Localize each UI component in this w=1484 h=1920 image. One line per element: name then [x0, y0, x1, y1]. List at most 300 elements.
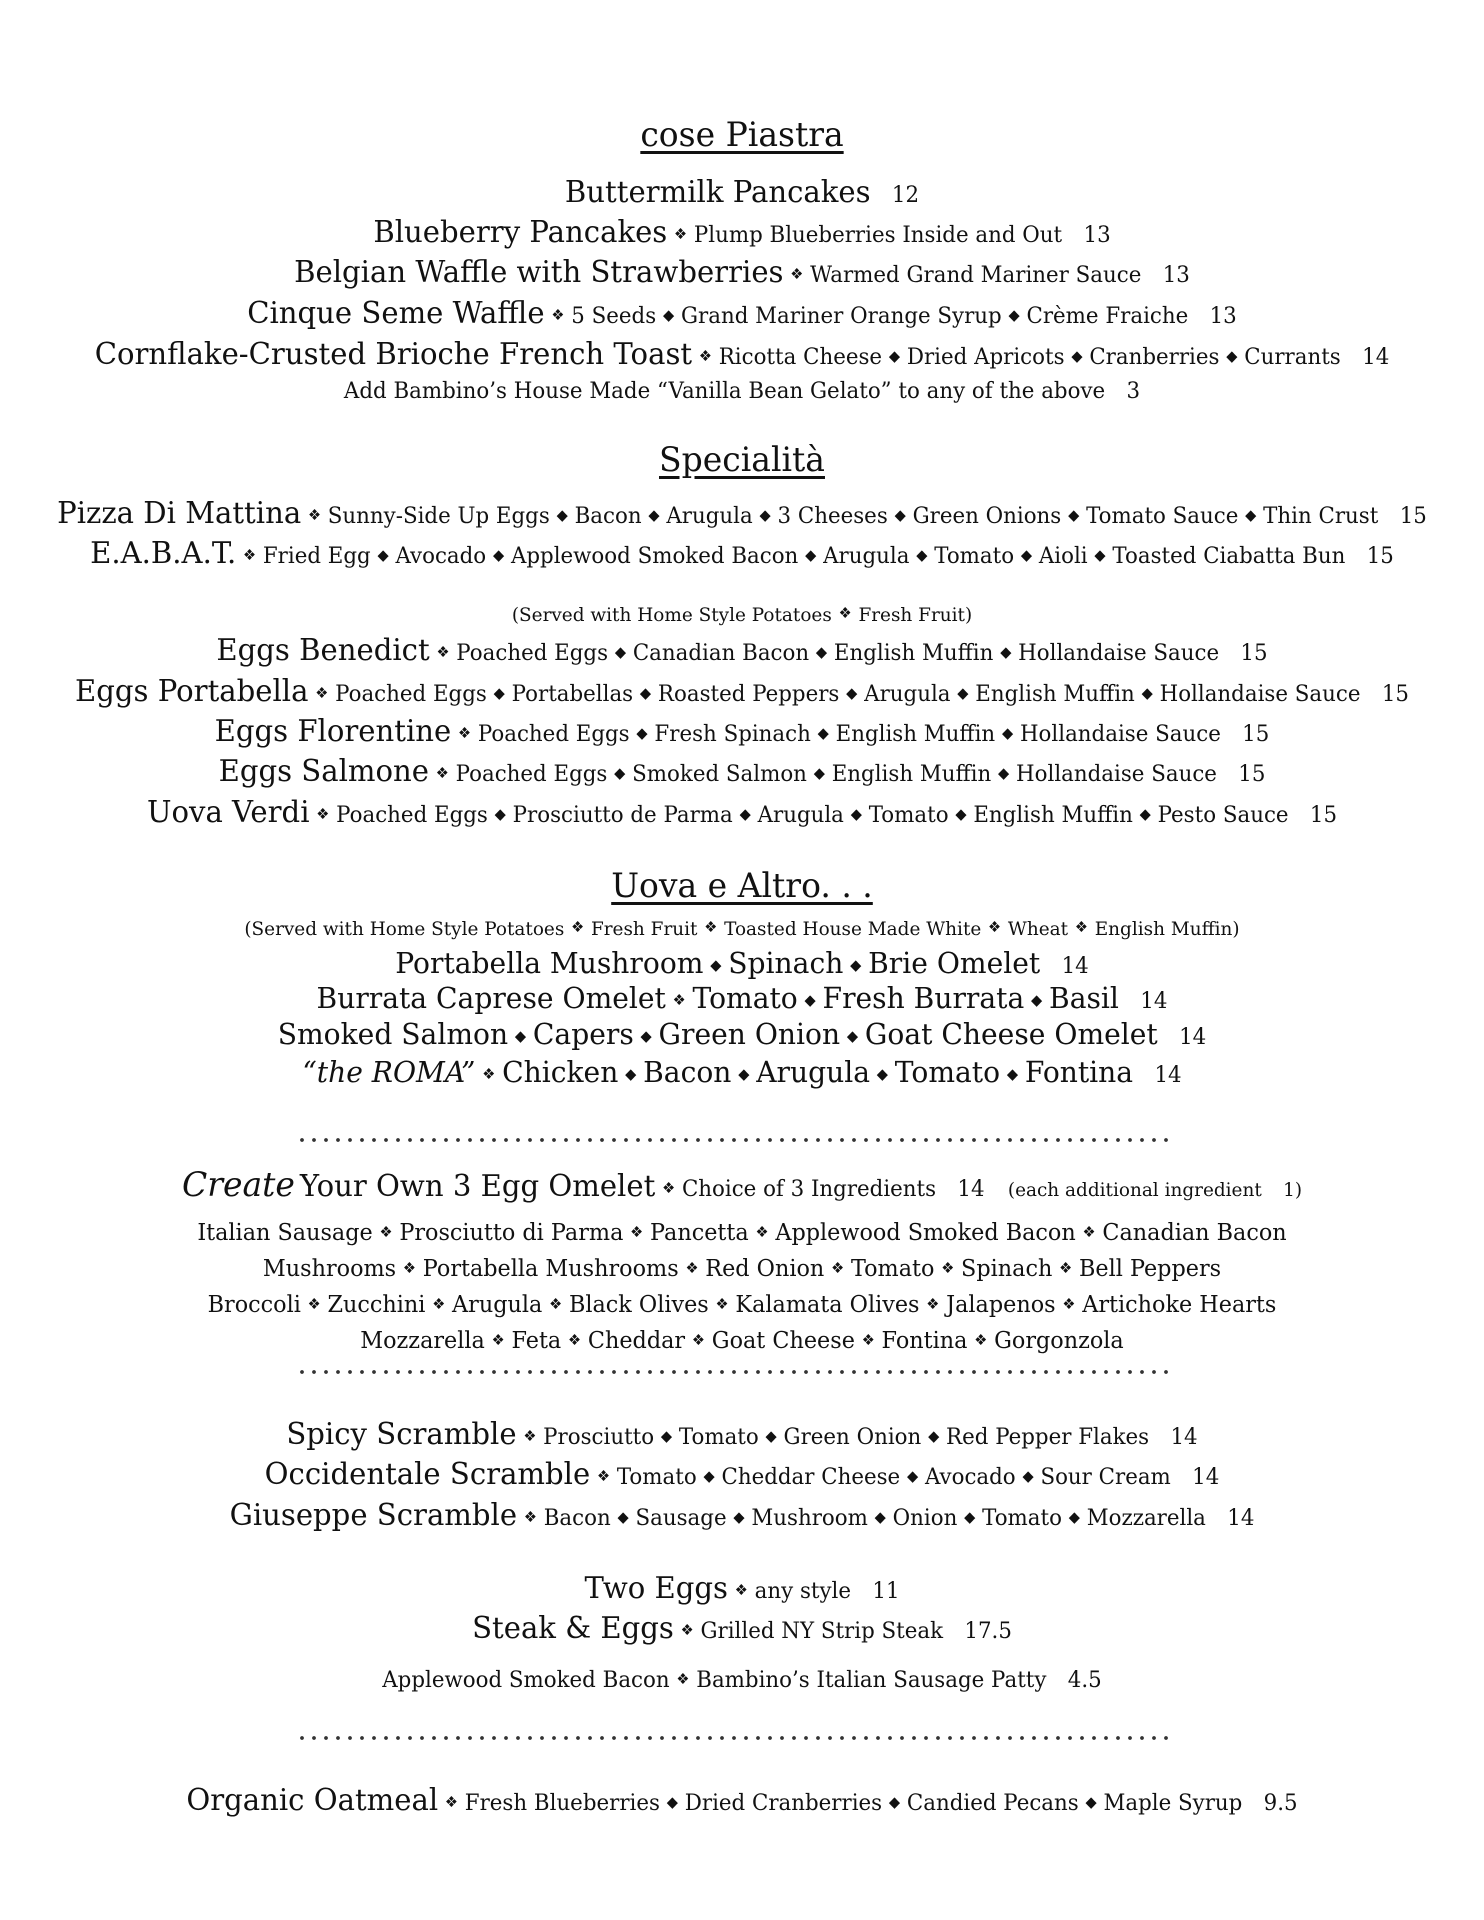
- bullet-icon: ◆: [1022, 1467, 1034, 1485]
- item-desc: Sunny-Side Up Eggs: [327, 504, 550, 529]
- bullet-icon: ❖: [523, 1508, 537, 1526]
- item-price: 14: [1061, 954, 1089, 979]
- bullet-icon: ◆: [377, 546, 389, 564]
- bullet-icon: ❖: [551, 306, 565, 324]
- item-desc: Currants: [1244, 345, 1341, 370]
- bullet-icon: ◆: [876, 1065, 889, 1083]
- item-desc: Sausage: [635, 1506, 727, 1531]
- item-desc: Sour Cream: [1040, 1465, 1171, 1490]
- item-name: Buttermilk Pancakes: [564, 175, 871, 210]
- bullet-icon: ◆: [765, 1427, 777, 1445]
- bullet-icon: ◆: [916, 546, 928, 564]
- bullet-icon: ❖: [571, 918, 585, 936]
- item-name: Fresh Burrata: [822, 981, 1025, 1015]
- bullet-icon: ❖: [1062, 1295, 1076, 1313]
- bullet-icon: ◆: [1008, 306, 1020, 324]
- bullet-icon: ◆: [874, 1508, 886, 1526]
- note-text: (Served with Home Style Potatoes: [244, 918, 565, 940]
- item-desc: Tomato: [616, 1465, 697, 1490]
- note-price: 3: [1126, 379, 1141, 404]
- bullet-icon: ❖: [680, 1621, 694, 1639]
- bullet-icon: ◆: [850, 805, 862, 823]
- item-desc: Tomato: [934, 544, 1015, 569]
- item-desc: Candied Pecans: [906, 1791, 1079, 1816]
- item-desc: Grilled NY Strip Steak: [700, 1619, 944, 1644]
- bullet-icon: ◆: [846, 1027, 859, 1045]
- item-price: 11: [872, 1579, 900, 1604]
- item-desc: Tomato: [982, 1506, 1062, 1531]
- bullet-icon: ❖: [926, 1295, 940, 1313]
- bullet-icon: ❖: [715, 1295, 729, 1313]
- ingredient: Fontina: [881, 1328, 968, 1354]
- bullet-icon: ❖: [491, 1331, 505, 1349]
- menu-note: [22, 381, 1462, 403]
- bullet-icon: ❖: [676, 1670, 690, 1688]
- bullet-icon: ❖: [672, 991, 686, 1009]
- item-name: Giuseppe Scramble: [229, 1498, 518, 1533]
- item-name: E.A.B.A.T.: [90, 536, 237, 571]
- item-price: 14: [1362, 345, 1390, 370]
- ingredient: Gorgonzola: [994, 1328, 1124, 1354]
- bullet-icon: ❖: [861, 1331, 875, 1349]
- item-name: Eggs Benedict: [216, 633, 430, 668]
- menu-item: [22, 255, 1462, 290]
- item-desc: Warmed Grand Mariner Sauce: [810, 263, 1142, 288]
- item-desc: Fresh Spinach: [654, 722, 811, 747]
- item-name: Fontina: [1024, 1055, 1134, 1089]
- bullet-icon: ◆: [1000, 643, 1012, 661]
- item-desc: English Muffin: [975, 682, 1135, 707]
- divider: [296, 1368, 1176, 1376]
- divider: [296, 1136, 1176, 1144]
- bullet-icon: ❖: [630, 1223, 644, 1241]
- bullet-icon: ❖: [1082, 1223, 1096, 1241]
- item-desc: Poached Eggs: [477, 722, 630, 747]
- note-text: English Muffin): [1094, 918, 1240, 940]
- bullet-icon: ◆: [710, 956, 722, 974]
- item-desc: Ricotta Cheese: [718, 345, 883, 370]
- ingredient: Broccoli: [207, 1292, 301, 1318]
- item-price: 9.5: [1263, 1791, 1298, 1816]
- item-desc: Plump Blueberries Inside and Out: [693, 223, 1063, 248]
- item-name: Chicken: [502, 1055, 619, 1089]
- side-price: 4.5: [1067, 1668, 1102, 1693]
- bullet-icon: ◆: [1068, 506, 1080, 524]
- ingredient-row: [22, 1294, 1462, 1317]
- item-desc: Avocado: [924, 1465, 1016, 1490]
- bullet-icon: ❖: [1059, 1259, 1073, 1277]
- item-desc: English Muffin: [835, 722, 996, 747]
- menu-item: [22, 1017, 1462, 1051]
- item-desc: Tomato: [678, 1425, 759, 1450]
- create-omelet-heading: [22, 1165, 1462, 1205]
- ingredient: Jalapenos: [946, 1292, 1056, 1318]
- item-desc: Red Pepper Flakes: [946, 1425, 1150, 1450]
- item-desc: Grand Mariner Orange Syrup: [680, 304, 1002, 329]
- bullet-icon: ❖: [402, 1259, 416, 1277]
- menu-item: [22, 714, 1462, 749]
- bullet-icon: ◆: [625, 1065, 637, 1083]
- item-desc: Green Onion: [783, 1425, 922, 1450]
- bullet-icon: ❖: [597, 1467, 611, 1485]
- item-desc: Toasted Ciabatta Bun: [1112, 544, 1346, 569]
- ingredient: Mozzarella: [360, 1328, 485, 1354]
- item-name: Eggs Portabella: [75, 674, 309, 709]
- bullet-icon: ❖: [307, 506, 322, 524]
- item-desc: Bacon: [574, 504, 642, 529]
- item-name: Burrata Caprese Omelet: [316, 981, 666, 1015]
- bullet-icon: ❖: [444, 1793, 458, 1811]
- item-desc: Pesto Sauce: [1157, 803, 1289, 828]
- note-text: Fresh Fruit): [858, 604, 973, 626]
- menu-item: [22, 296, 1462, 331]
- bullet-icon: ❖: [432, 1295, 446, 1313]
- item-name: Smoked Salmon: [277, 1017, 509, 1051]
- ingredient: Canadian Bacon: [1102, 1220, 1287, 1246]
- item-price: 15: [1240, 641, 1268, 666]
- item-name: Blueberry Pancakes: [373, 215, 668, 250]
- item-desc: Tomato: [868, 803, 949, 828]
- bullet-icon: ❖: [379, 1223, 393, 1241]
- item-desc: Fresh Blueberries: [464, 1791, 660, 1816]
- item-name: Capers: [532, 1017, 634, 1051]
- ingredient: Italian Sausage: [197, 1220, 373, 1246]
- item-name: Arugula: [756, 1055, 871, 1089]
- bullet-icon: ❖: [436, 643, 450, 661]
- ingredient: Spinach: [961, 1256, 1053, 1282]
- item-name: Portabella Mushroom: [395, 946, 704, 980]
- menu-item: [22, 1571, 1462, 1606]
- bullet-icon: ◆: [1068, 1508, 1080, 1526]
- menu-item: [22, 215, 1462, 250]
- item-desc: Choice of 3 Ingredients: [681, 1177, 937, 1202]
- item-desc: Green Onions: [912, 504, 1062, 529]
- item-desc: Poached Eggs: [335, 682, 487, 707]
- menu-item: [22, 1055, 1462, 1089]
- bullet-icon: ❖: [831, 1259, 845, 1277]
- create-script: Create: [181, 1165, 295, 1205]
- item-desc: Avocado: [395, 544, 487, 569]
- bullet-icon: ◆: [955, 805, 967, 823]
- item-desc: Tomato Sauce: [1086, 504, 1239, 529]
- ingredient: Black Olives: [568, 1292, 709, 1318]
- menu-item: [22, 1417, 1462, 1452]
- bullet-icon: ❖: [755, 1223, 769, 1241]
- ingredient-row: [22, 1330, 1462, 1353]
- item-name: “the ROMA”: [302, 1055, 476, 1089]
- item-desc: Crème Fraiche: [1026, 304, 1189, 329]
- bullet-icon: ◆: [1006, 1065, 1019, 1083]
- ingredient-row: [22, 1258, 1462, 1281]
- bullet-icon: ◆: [998, 764, 1010, 782]
- bullet-icon: ◆: [1226, 347, 1238, 365]
- bullet-icon: ❖: [704, 918, 718, 936]
- item-desc: Prosciutto: [543, 1425, 655, 1450]
- ingredient: Tomato: [850, 1256, 935, 1282]
- bullet-icon: ❖: [662, 1179, 676, 1197]
- ingredient: Kalamata Olives: [735, 1292, 920, 1318]
- item-desc: Hollandaise Sauce: [1016, 762, 1217, 787]
- bullet-icon: ❖: [790, 265, 804, 283]
- item-name: Spicy Scramble: [286, 1417, 517, 1452]
- bullet-icon: ◆: [492, 546, 505, 564]
- item-desc: Cranberries: [1089, 345, 1220, 370]
- bullet-icon: ◆: [662, 306, 675, 324]
- menu-item: [22, 536, 1462, 571]
- item-price: 14: [1154, 1063, 1182, 1088]
- menu-item: [22, 1783, 1462, 1818]
- section-title-piastra: cose Piastra: [640, 115, 844, 155]
- item-desc: Arugula: [823, 544, 910, 569]
- side-item: Bambino’s Italian Sausage Patty: [696, 1668, 1047, 1693]
- item-desc: Prosciutto de Parma: [512, 803, 733, 828]
- item-name: Steak & Eggs: [472, 1611, 674, 1646]
- item-desc: any style: [754, 1579, 852, 1604]
- bullet-icon: ◆: [1001, 724, 1014, 742]
- item-price: 12: [891, 183, 920, 208]
- menu-item: [22, 946, 1462, 980]
- menu-item: [22, 337, 1462, 372]
- item-price: 14: [1192, 1465, 1220, 1490]
- item-desc: Portabellas: [511, 682, 634, 707]
- ingredient-row: [22, 1222, 1462, 1245]
- item-desc: 3 Cheeses: [777, 504, 888, 529]
- item-name: Brie Omelet: [868, 946, 1041, 980]
- bullet-icon: ❖: [674, 225, 688, 243]
- item-price: 14: [1170, 1425, 1198, 1450]
- item-name: Cornflake-Crusted Brioche French Toast: [94, 337, 693, 372]
- bullet-icon: ◆: [1094, 546, 1106, 564]
- bullet-icon: ◆: [759, 506, 771, 524]
- bullet-icon: ❖: [734, 1581, 748, 1599]
- item-name: Pizza Di Mattina: [57, 496, 302, 531]
- bullet-icon: ◆: [804, 991, 816, 1009]
- bullet-icon: ❖: [691, 1331, 705, 1349]
- item-desc: Cheddar Cheese: [721, 1465, 901, 1490]
- ingredient: Prosciutto di Parma: [399, 1220, 624, 1246]
- bullet-icon: ◆: [733, 1508, 745, 1526]
- menu-item: [22, 981, 1462, 1015]
- bullet-icon: ◆: [894, 506, 906, 524]
- ingredient: Goat Cheese: [711, 1328, 855, 1354]
- bullet-icon: ◆: [815, 643, 828, 661]
- item-price: 13: [1209, 304, 1237, 329]
- item-name: Belgian Waffle with Strawberries: [294, 255, 784, 290]
- item-desc: Hollandaise Sauce: [1018, 641, 1220, 666]
- menu-item: [22, 795, 1462, 830]
- served-note: [22, 920, 1462, 939]
- item-desc: Thin Crust: [1263, 504, 1379, 529]
- served-note: [22, 606, 1462, 625]
- bullet-icon: ❖: [482, 1065, 496, 1083]
- sides: [22, 1670, 1462, 1692]
- item-desc: Hollandaise Sauce: [1019, 722, 1221, 747]
- extra-price: 1): [1283, 1179, 1303, 1201]
- item-name: Two Eggs: [584, 1571, 728, 1606]
- bullet-icon: ❖: [316, 805, 330, 823]
- ingredient: Bell Peppers: [1078, 1256, 1222, 1282]
- item-desc: Canadian Bacon: [632, 641, 810, 666]
- item-price: 15: [1309, 803, 1338, 828]
- bullet-icon: ❖: [1074, 918, 1088, 936]
- bullet-icon: ❖: [315, 684, 329, 702]
- item-desc: Smoked Salmon: [632, 762, 807, 787]
- bullet-icon: ◆: [1139, 805, 1151, 823]
- menu-item: [22, 1498, 1462, 1533]
- ingredient: Portabella Mushrooms: [422, 1256, 679, 1282]
- item-desc: Arugula: [864, 682, 951, 707]
- item-desc: Maple Syrup: [1103, 1791, 1243, 1816]
- item-desc: Fried Egg: [262, 544, 371, 569]
- bullet-icon: ◆: [703, 1467, 715, 1485]
- item-price: 14: [1179, 1025, 1207, 1050]
- item-desc: Dried Apricots: [906, 345, 1065, 370]
- ingredient: Pancetta: [650, 1220, 749, 1246]
- item-name: Bacon: [643, 1055, 732, 1089]
- note-text: Wheat: [1007, 918, 1069, 940]
- menu-item: [22, 496, 1462, 531]
- bullet-icon: ❖: [435, 764, 449, 782]
- item-desc: English Muffin: [973, 803, 1133, 828]
- ingredient: Cheddar: [587, 1328, 686, 1354]
- item-name: Basil: [1049, 981, 1119, 1015]
- bullet-icon: ◆: [636, 724, 648, 742]
- item-price: 14: [1140, 989, 1168, 1014]
- item-desc: Arugula: [666, 504, 753, 529]
- bullet-icon: ❖: [458, 724, 472, 742]
- item-desc: Dried Cranberries: [684, 1791, 883, 1816]
- bullet-icon: ❖: [941, 1259, 955, 1277]
- section-title-specialita: Specialità: [659, 440, 825, 480]
- ingredient: Applewood Smoked Bacon: [775, 1220, 1076, 1246]
- item-name: Occidentale Scramble: [264, 1457, 591, 1492]
- ingredient: Zucchini: [327, 1292, 426, 1318]
- bullet-icon: ◆: [964, 1508, 976, 1526]
- item-price: 15: [1366, 544, 1394, 569]
- item-name: Cinque Seme Waffle: [247, 296, 545, 331]
- item-name: Spinach: [728, 946, 844, 980]
- menu-item: [22, 633, 1462, 668]
- bullet-icon: ◆: [493, 684, 505, 702]
- item-name: Uova Verdi: [146, 795, 310, 830]
- bullet-icon: ◆: [660, 1427, 673, 1445]
- item-name: Green Onion: [658, 1017, 841, 1051]
- bullet-icon: ◆: [846, 684, 858, 702]
- bullet-icon: ◆: [1020, 546, 1033, 564]
- bullet-icon: ◆: [1031, 991, 1043, 1009]
- side-item: Applewood Smoked Bacon: [382, 1668, 670, 1693]
- item-name: Organic Oatmeal: [186, 1783, 439, 1818]
- bullet-icon: ◆: [556, 506, 568, 524]
- bullet-icon: ◆: [648, 506, 660, 524]
- bullet-icon: ❖: [568, 1331, 582, 1349]
- item-name: Tomato: [894, 1055, 1001, 1089]
- bullet-icon: ❖: [685, 1259, 699, 1277]
- bullet-icon: ◆: [614, 764, 626, 782]
- bullet-icon: ◆: [494, 805, 506, 823]
- bullet-icon: ❖: [523, 1427, 537, 1445]
- item-desc: 5 Seeds: [571, 304, 657, 329]
- bullet-icon: ◆: [957, 684, 969, 702]
- bullet-icon: ◆: [614, 643, 627, 661]
- menu-item: [22, 1457, 1462, 1492]
- note-text: Fresh Fruit: [590, 918, 698, 940]
- bullet-icon: ❖: [698, 347, 712, 365]
- item-desc: Aioli: [1038, 544, 1088, 569]
- item-desc: Applewood Smoked Bacon: [510, 544, 799, 569]
- bullet-icon: ◆: [928, 1427, 940, 1445]
- bullet-icon: ◆: [640, 1027, 652, 1045]
- item-desc: Mozzarella: [1086, 1506, 1206, 1531]
- bullet-icon: ◆: [817, 724, 829, 742]
- bullet-icon: ◆: [639, 684, 652, 702]
- item-price: 15: [1242, 722, 1270, 747]
- bullet-icon: ◆: [1071, 347, 1083, 365]
- bullet-icon: ◆: [850, 956, 862, 974]
- menu-item: [22, 754, 1462, 789]
- item-price: 15: [1381, 682, 1409, 707]
- item-price: 14: [1227, 1506, 1255, 1531]
- item-price: 17.5: [964, 1619, 1012, 1644]
- item-price: 14: [957, 1177, 985, 1202]
- bullet-icon: ◆: [906, 1467, 919, 1485]
- bullet-icon: ◆: [738, 1065, 750, 1083]
- ingredient: Mushrooms: [262, 1256, 397, 1282]
- item-desc: Arugula: [757, 803, 844, 828]
- item-name: Eggs Salmone: [218, 754, 430, 789]
- item-desc: Poached Eggs: [455, 762, 608, 787]
- item-price: 13: [1162, 263, 1190, 288]
- bullet-icon: ◆: [888, 347, 901, 365]
- item-desc: Roasted Peppers: [657, 682, 840, 707]
- bullet-icon: ❖: [988, 918, 1002, 936]
- item-name: Tomato: [692, 981, 798, 1015]
- bullet-icon: ◆: [805, 546, 817, 564]
- item-desc: English Muffin: [831, 762, 992, 787]
- bullet-icon: ◆: [617, 1508, 629, 1526]
- item-price: 15: [1238, 762, 1266, 787]
- note-text: (Served with Home Style Potatoes: [511, 604, 832, 626]
- ingredient: Artichoke Hearts: [1082, 1292, 1277, 1318]
- bullet-icon: ◆: [739, 805, 751, 823]
- section-title-uova: Uova e Altro. . .: [611, 866, 873, 906]
- item-desc: Onion: [892, 1506, 958, 1531]
- bullet-icon: ◆: [666, 1793, 678, 1811]
- bullet-icon: ❖: [974, 1331, 988, 1349]
- item-desc: Mushroom: [751, 1506, 868, 1531]
- menu-item: [22, 674, 1462, 709]
- bullet-icon: ◆: [813, 764, 825, 782]
- extra-note: (each additional ingredient: [1007, 1179, 1262, 1201]
- bullet-icon: ◆: [1141, 684, 1153, 702]
- note-text: Toasted House Made White: [724, 918, 982, 940]
- item-name: Eggs Florentine: [214, 714, 452, 749]
- ingredient: Feta: [511, 1328, 562, 1354]
- bullet-icon: ❖: [243, 546, 257, 564]
- item-desc: English Muffin: [833, 641, 994, 666]
- item-desc: Poached Eggs: [336, 803, 488, 828]
- note-text: Add Bambino’s House Made “Vanilla Bean Gelato” to any of the above: [343, 379, 1106, 404]
- item-name: Your Own 3 Egg Omelet: [299, 1169, 656, 1204]
- item-desc: Poached Eggs: [456, 641, 609, 666]
- bullet-icon: ◆: [1245, 506, 1257, 524]
- bullet-icon: ◆: [1085, 1793, 1097, 1811]
- item-name: Goat Cheese Omelet: [864, 1017, 1158, 1051]
- ingredient: Red Onion: [705, 1256, 825, 1282]
- bullet-icon: ❖: [549, 1295, 563, 1313]
- menu-item: [22, 1611, 1462, 1646]
- bullet-icon: ◆: [888, 1793, 901, 1811]
